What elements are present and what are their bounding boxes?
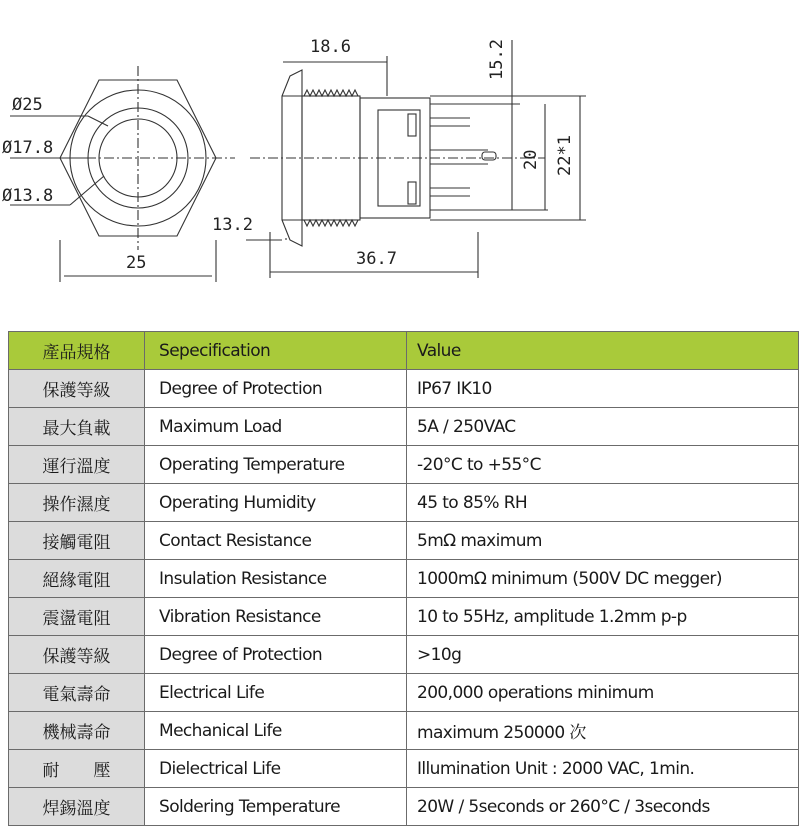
header-value: Value	[407, 332, 799, 370]
table-row	[9, 674, 799, 712]
table-row	[9, 484, 799, 522]
thread-top	[304, 90, 358, 96]
table-row	[9, 750, 799, 788]
header-specification: Sepecification	[145, 332, 407, 370]
header-zh: 產品規格	[9, 332, 145, 370]
row-value: Illumination Unit : 2000 VAC, 1min.	[407, 750, 799, 788]
row-spec: Soldering Temperature	[145, 788, 407, 826]
thread-bottom	[304, 220, 358, 226]
row-spec: Electrical Life	[145, 674, 407, 712]
table-row	[9, 788, 799, 826]
table-row	[9, 712, 799, 750]
row-spec: Insulation Resistance	[145, 560, 407, 598]
row-spec: Maximum Load	[145, 408, 407, 446]
row-spec: Degree of Protection	[145, 636, 407, 674]
row-value: 45 to 85% RH	[407, 484, 799, 522]
row-value: 200,000 operations minimum	[407, 674, 799, 712]
dim-inner-diameter: Ø13.8	[2, 186, 54, 206]
row-zh: 耐 壓	[9, 750, 145, 788]
row-value: 5A / 250VAC	[407, 408, 799, 446]
specification-table	[8, 331, 799, 826]
row-zh: 焊錫溫度	[9, 788, 145, 826]
row-spec: Mechanical Life	[145, 712, 407, 750]
dim-middle-diameter: Ø17.8	[2, 138, 54, 158]
dim-thread-length: 18.6	[310, 37, 351, 57]
row-zh: 保護等級	[9, 636, 145, 674]
row-value: 1000mΩ minimum (500V DC megger)	[407, 560, 799, 598]
row-zh: 運行溫度	[9, 446, 145, 484]
dim-outer-diameter: Ø25	[12, 95, 43, 115]
table-row	[9, 408, 799, 446]
row-value: IP67 IK10	[407, 370, 799, 408]
technical-drawing	[0, 0, 604, 320]
table-row	[9, 636, 799, 674]
row-value: 20W / 5seconds or 260°C / 3seconds	[407, 788, 799, 826]
row-spec: Vibration Resistance	[145, 598, 407, 636]
dim-terminal-length: 15.2	[487, 39, 507, 80]
table-header-row	[9, 332, 799, 370]
table-row	[9, 522, 799, 560]
dim-mounting-hole: 22*1	[555, 135, 575, 176]
row-spec: Degree of Protection	[145, 370, 407, 408]
row-zh: 接觸電阻	[9, 522, 145, 560]
row-zh: 絕緣電阻	[9, 560, 145, 598]
table-row	[9, 560, 799, 598]
dim-head-length: 13.2	[212, 215, 253, 235]
row-zh: 機械壽命	[9, 712, 145, 750]
row-spec: Operating Temperature	[145, 446, 407, 484]
row-value: >10g	[407, 636, 799, 674]
row-zh: 最大負載	[9, 408, 145, 446]
row-spec: Dielectrical Life	[145, 750, 407, 788]
dim-total-length: 36.7	[356, 249, 397, 269]
table-row	[9, 446, 799, 484]
row-spec: Operating Humidity	[145, 484, 407, 522]
row-zh: 電氣壽命	[9, 674, 145, 712]
drawing-svg	[0, 0, 604, 320]
row-spec: Contact Resistance	[145, 522, 407, 560]
row-zh: 震盪電阻	[9, 598, 145, 636]
dim-nut-width: 25	[126, 253, 147, 273]
table-row	[9, 598, 799, 636]
row-zh: 操作濕度	[9, 484, 145, 522]
row-value: 10 to 55Hz, amplitude 1.2mm p-p	[407, 598, 799, 636]
dim-body-height: 20	[521, 149, 541, 170]
row-zh: 保護等級	[9, 370, 145, 408]
row-value: maximum 250000 次	[407, 712, 799, 750]
row-value: -20°C to +55°C	[407, 446, 799, 484]
front-view	[10, 66, 235, 282]
table-row	[9, 370, 799, 408]
row-value: 5mΩ maximum	[407, 522, 799, 560]
